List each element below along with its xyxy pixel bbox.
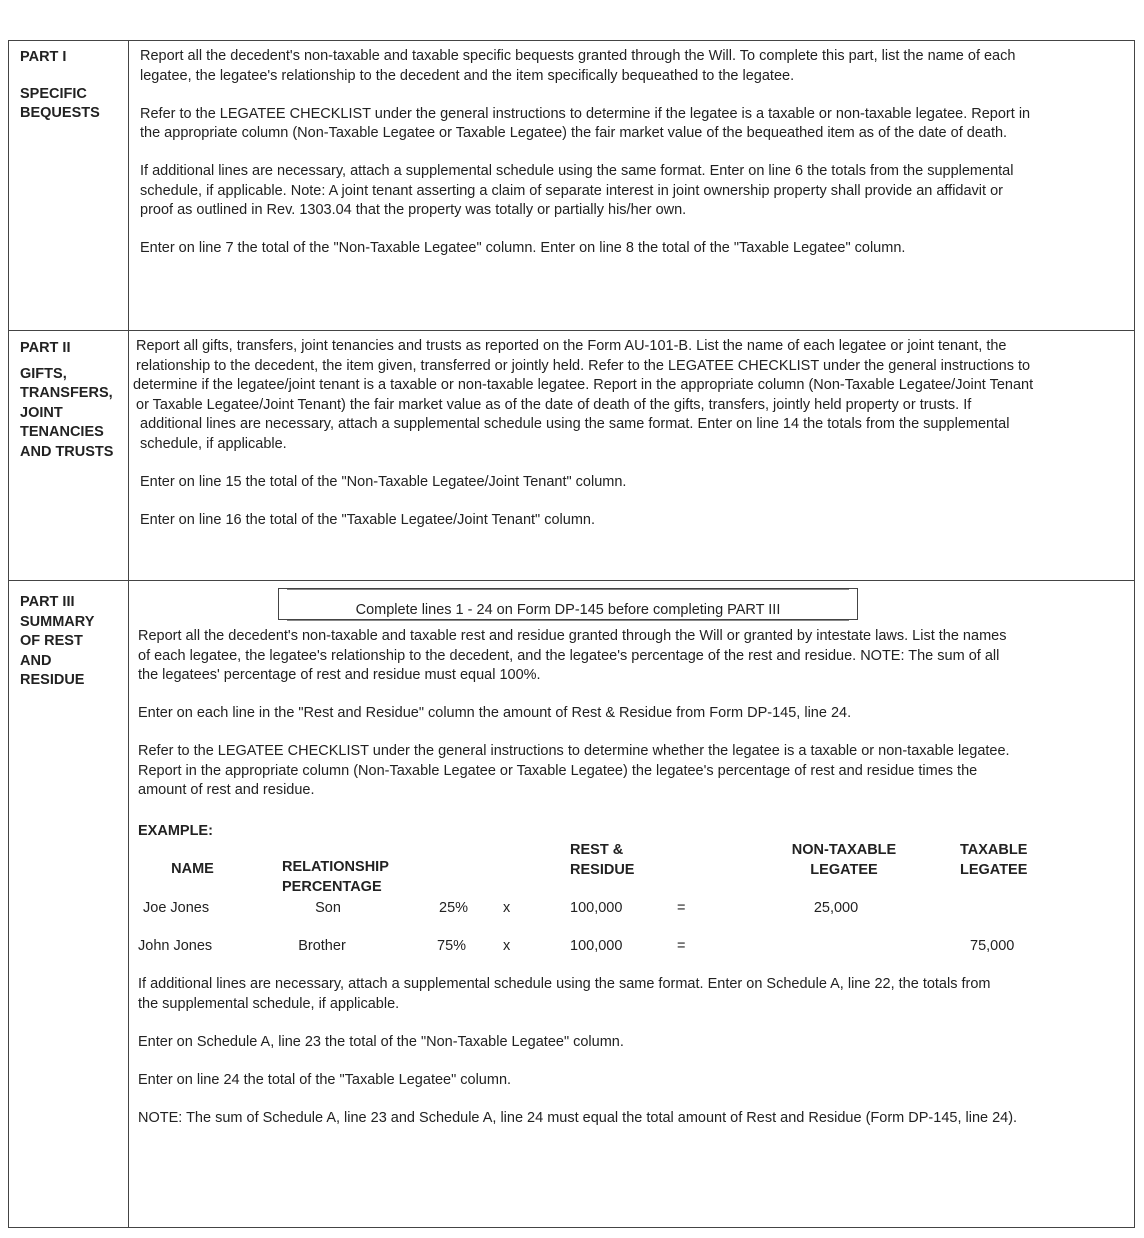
part1-para3-l1: If additional lines are necessary, attach a supplemental schedule using the same format. Enter on line 6 the totals from the supplemental xyxy=(140,163,1014,179)
part1-para1-l2: legatee, the legatee's relationship to the decedent and the item specifically bequeathed to the legatee. xyxy=(140,67,795,84)
example-col-relationship: RELATIONSHIP xyxy=(282,859,389,875)
part3-para2: Enter on each line in the "Rest and Residue" column the amount of Rest & Residue from Form DP-145, line 24. xyxy=(138,705,852,721)
part1-label: PART I xyxy=(20,49,67,65)
example-col-relationship-block xyxy=(282,858,389,897)
part3-para1-l2: of each legatee, the legatee's relationship to the decedent, and the legatee's percentage of the rest and residue. NOTE: The sum of all xyxy=(138,647,1000,664)
part2-para3: Enter on line 16 the total of the "Taxable Legatee/Joint Tenant" column. xyxy=(140,511,596,528)
part1-para2-l1: Refer to the LEGATEE CHECKLIST under the general instructions to determine if the legatee is a taxable or non-taxable legatee. Report in xyxy=(140,105,1031,122)
example-col-name: NAME xyxy=(171,861,214,877)
part3-para1-l3: the legatees' percentage of rest and residue must equal 100%. xyxy=(138,667,541,683)
part3-para4-l1: If additional lines are necessary, attach a supplemental schedule using the same format. Enter on Schedule A, line 22, the totals from xyxy=(138,976,991,992)
part1-content xyxy=(140,47,1132,259)
example-col-tax-l1: TAXABLE xyxy=(960,842,1028,858)
part2-para1-l5: additional lines are necessary, attach a supplemental schedule using the same format. Enter on line 14 the totals from the supplemental xyxy=(140,416,1010,432)
part2-para1-l4: or Taxable Legatee/Joint Tenant) the fair market value as of the date of death of the gifts, transfers, jointly held property or trusts. If xyxy=(136,396,972,413)
row-divider-2 xyxy=(8,580,1135,581)
part1-label-block xyxy=(20,48,100,124)
example-col-rest-l1: REST & xyxy=(570,842,624,858)
example-row2-relationship: Brother xyxy=(298,938,346,954)
part3-para6: Enter on line 24 the total of the "Taxable Legatee" column. xyxy=(138,1071,512,1088)
part3-para7: NOTE: The sum of Schedule A, line 23 and Schedule A, line 24 must equal the total amount of Rest and Residue (Form DP-145, line 24). xyxy=(138,1109,1018,1126)
part2-title-line3: JOINT xyxy=(20,404,63,421)
part2-title-line2: TRANSFERS, xyxy=(20,385,113,401)
part1-title-line2: BEQUESTS xyxy=(20,105,100,121)
part2-para2: Enter on line 15 the total of the "Non-Taxable Legatee/Joint Tenant" column. xyxy=(140,473,627,490)
part3-title-line2: OF REST xyxy=(20,633,83,649)
example-row1-relationship: Son xyxy=(315,900,341,916)
part2-para1-l1: Report all gifts, transfers, joint tenancies and trusts as reported on the Form AU-101-B. List the name of each legatee or joint tenant, the xyxy=(136,338,1007,354)
part2-title-line4: TENANCIES xyxy=(20,424,104,440)
example-col-percentage: PERCENTAGE xyxy=(282,878,382,895)
part2-title-line1: GIFTS, xyxy=(20,365,67,382)
example-row1-percentage: 25% xyxy=(439,900,469,916)
part3-content xyxy=(138,627,1132,801)
part3-para3-l2: Report in the appropriate column (Non-Taxable Legatee or Taxable Legatee) the legatee's percentage of rest and residue times the xyxy=(138,762,978,779)
part1-para2-l2: the appropriate column (Non-Taxable Legatee or Taxable Legatee) the fair market value of the bequeathed item as of the date of death. xyxy=(140,125,1008,141)
part3-para3-l1: Refer to the LEGATEE CHECKLIST under the general instructions to determine whether the legatee is a taxable or non-taxable legatee. xyxy=(138,743,1010,759)
example-col-nontax-l2: LEGATEE xyxy=(810,861,878,878)
example-col-rest-l2: RESIDUE xyxy=(570,861,635,878)
example-row1-name: Joe Jones xyxy=(143,900,210,916)
example-row2-rest: 100,000 xyxy=(570,938,623,954)
part1-title-line1: SPECIFIC xyxy=(20,85,87,102)
row-divider-1 xyxy=(8,330,1135,331)
example-col-nontax-block xyxy=(776,841,912,880)
example-row2-tax: 75,000 xyxy=(970,938,1015,954)
example-row2-equals: = xyxy=(677,938,686,954)
part3-title-line4: RESIDUE xyxy=(20,672,85,688)
example-col-tax-block xyxy=(960,841,1027,880)
example-row1-nontax: 25,000 xyxy=(813,900,859,916)
part3-content-lower xyxy=(138,975,1132,1128)
example-row2-percentage: 75% xyxy=(437,938,467,954)
example-heading: EXAMPLE: xyxy=(138,823,213,839)
example-col-rest-block xyxy=(570,841,634,880)
example-col-tax-l2: LEGATEE xyxy=(960,861,1028,878)
part1-para3-l3: proof as outlined in Rev. 1303.04 that the property was totally or partially his/her own. xyxy=(140,202,687,218)
column-divider xyxy=(128,40,129,1228)
example-row1-equals: = xyxy=(677,900,686,916)
part2-para1-l6: schedule, if applicable. xyxy=(140,435,287,452)
prerequisite-notice-text: Complete lines 1 - 24 on Form DP-145 before completing PART III xyxy=(287,589,849,621)
part1-para1-l1: Report all the decedent's non-taxable and taxable specific bequests granted through the Will. To complete this part, list the name of each xyxy=(140,48,1016,64)
part3-title-line3: AND xyxy=(20,652,52,669)
part2-para1-l2: relationship to the decedent, the item given, transferred or jointly held. Refer to the LEGATEE CHECKLIST under the general instructions to xyxy=(136,357,1031,374)
part1-para4: Enter on line 7 the total of the "Non-Taxable Legatee" column. Enter on line 8 the total of the "Taxable Legatee" column. xyxy=(140,240,906,256)
example-row2-times: x xyxy=(503,938,511,954)
part2-label: PART II xyxy=(20,340,71,356)
example-row1-times: x xyxy=(503,900,511,916)
part3-para5: Enter on Schedule A, line 23 the total of the "Non-Taxable Legatee" column. xyxy=(138,1033,624,1050)
prerequisite-notice-box xyxy=(278,588,858,620)
example-row2-name: John Jones xyxy=(138,938,213,954)
part2-para1-l3: determine if the legatee/joint tenant is a taxable or non-taxable legatee. Report in the appropriate column (Non-Taxable Legatee/Joint Tenant xyxy=(133,377,1034,393)
example-row1-rest: 100,000 xyxy=(570,900,623,916)
part3-para3-l3: amount of rest and residue. xyxy=(138,782,315,798)
part1-para3-l2: schedule, if applicable. Note: A joint tenant asserting a claim of separate interest in joint ownership property shall provide an affidavit or xyxy=(140,182,1003,199)
part3-title-line1: SUMMARY xyxy=(20,613,95,630)
part2-label-block xyxy=(20,339,113,462)
part3-para4-l2: the supplemental schedule, if applicable. xyxy=(138,995,400,1012)
part2-content xyxy=(133,337,1138,530)
part3-label: PART III xyxy=(20,594,75,610)
part3-para1-l1: Report all the decedent's non-taxable and taxable rest and residue granted through the Will or granted by intestate laws. List the names xyxy=(138,628,1007,644)
part3-label-block xyxy=(20,593,94,691)
example-col-nontax-l1: NON-TAXABLE xyxy=(791,842,897,858)
part2-title-line5: AND TRUSTS xyxy=(20,443,114,460)
